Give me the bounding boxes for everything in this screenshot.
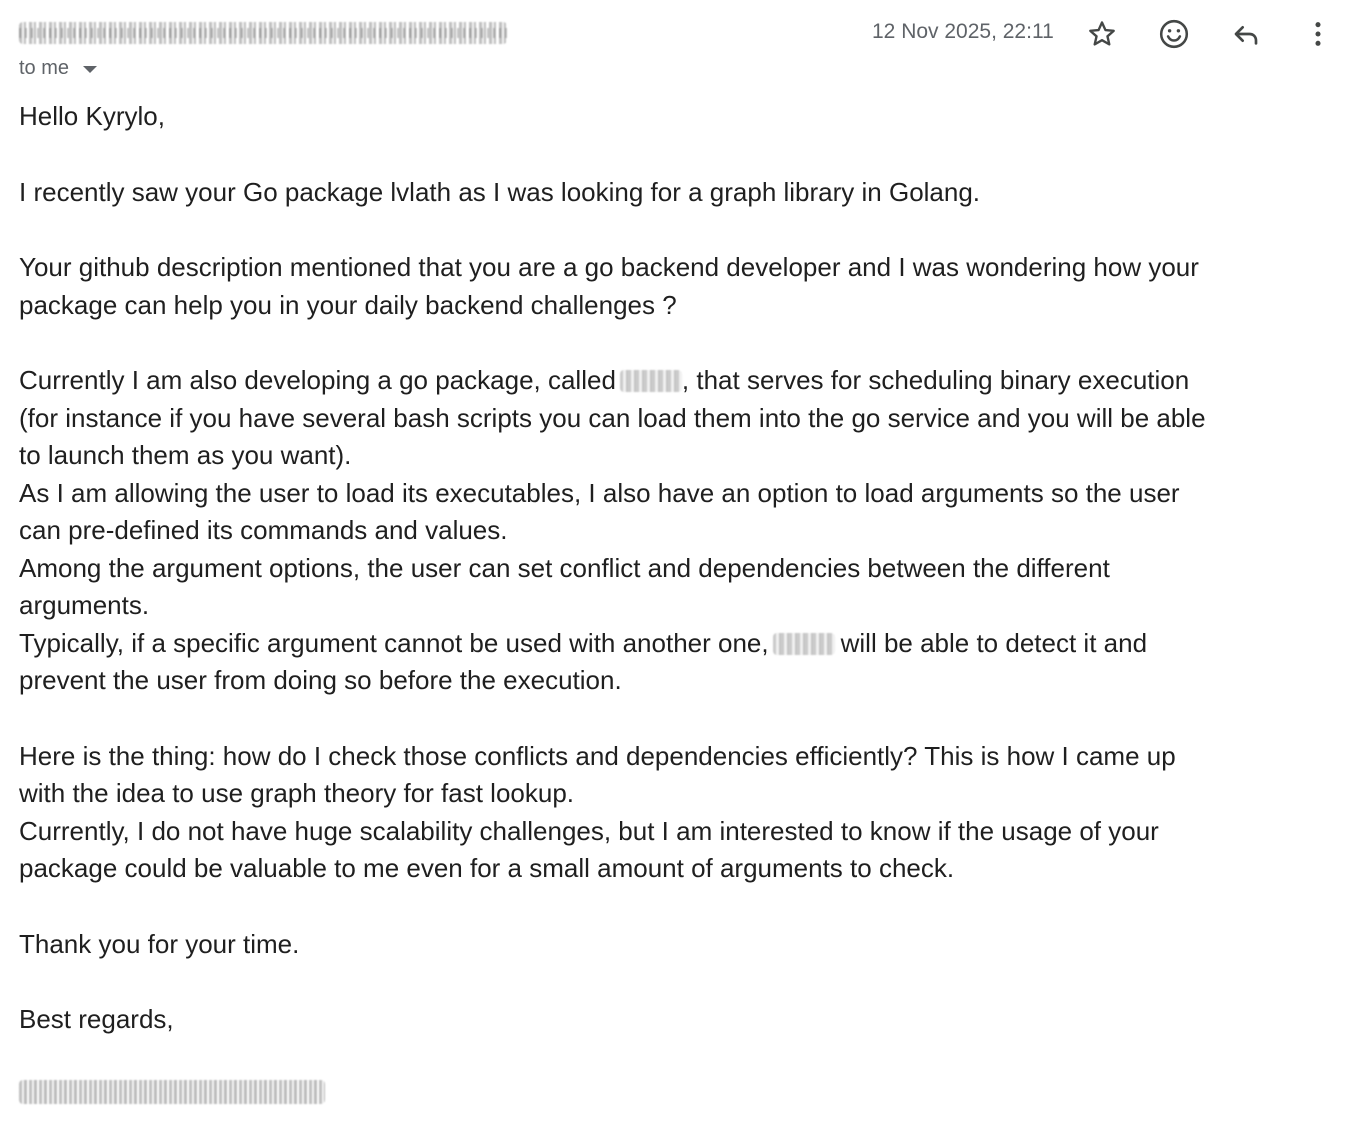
- closing-line: Best regards,: [19, 1004, 174, 1034]
- email-body: [19, 98, 1339, 1039]
- text-segment: will be able to detect it and: [840, 627, 1148, 658]
- paragraph-package-line-7: arguments.: [19, 590, 150, 620]
- paragraph-graph-line-3: Currently, I do not have huge scalability challenges, but I am interested to know if the usage of your: [19, 815, 1159, 846]
- add-reaction-button[interactable]: [1152, 12, 1196, 56]
- emoji-icon: [1158, 18, 1190, 50]
- paragraph-package-line-6: Among the argument options, the user can set conflict and dependencies between the different: [19, 552, 1110, 583]
- more-vert-icon: [1302, 18, 1334, 50]
- greeting: Hello Kyrylo,: [19, 101, 165, 131]
- star-button[interactable]: [1080, 12, 1124, 56]
- recipient-toggle[interactable]: [19, 57, 97, 80]
- signature-redacted: [19, 1080, 325, 1104]
- chevron-down-icon[interactable]: [83, 66, 97, 73]
- paragraph-package-line-3: to launch them as you want).: [19, 440, 352, 470]
- paragraph-package-line-2: (for instance if you have several bash scripts you can load them into the go service and you will be able: [19, 402, 1206, 433]
- reply-button[interactable]: [1224, 12, 1268, 56]
- redacted-package-name: [773, 633, 835, 655]
- sender-redacted[interactable]: [19, 22, 507, 44]
- thanks-line: Thank you for your time.: [19, 928, 300, 959]
- email-date: 12 Nov 2025, 22:11: [872, 20, 1054, 43]
- paragraph-question-line-2: package can help you in your daily backend challenges ?: [19, 289, 677, 320]
- paragraph-package-line-1: [19, 362, 1339, 400]
- paragraph-graph-line-1: Here is the thing: how do I check those conflicts and dependencies efficiently? This is how I came up: [19, 740, 1176, 771]
- paragraph-intro: I recently saw your Go package lvlath as I was looking for a graph library in Golang.: [19, 176, 981, 207]
- redacted-package-name: [620, 370, 682, 392]
- text-segment: Typically, if a specific argument cannot be used with another one,: [19, 627, 769, 658]
- recipient-label: to me: [19, 57, 70, 79]
- paragraph-package-line-9: prevent the user from doing so before the execution.: [19, 665, 622, 695]
- reply-icon: [1230, 18, 1262, 50]
- paragraph-graph-line-4: package could be valuable to me even for a small amount of arguments to check.: [19, 853, 955, 883]
- paragraph-package-line-4: As I am allowing the user to load its executables, I also have an option to load arguments so the user: [19, 477, 1180, 508]
- more-options-button[interactable]: [1296, 12, 1340, 56]
- paragraph-question-line-1: Your github description mentioned that you are a go backend developer and I was wondering how your: [19, 252, 1199, 282]
- paragraph-package-line-5: can pre-defined its commands and values.: [19, 515, 508, 545]
- email-header: [0, 0, 1352, 90]
- paragraph-package-line-8: [19, 625, 1339, 663]
- star-icon: [1087, 19, 1117, 49]
- text-segment: , that serves for scheduling binary execution: [681, 365, 1190, 395]
- paragraph-graph-line-2: with the idea to use graph theory for fast lookup.: [19, 778, 575, 808]
- text-segment: Currently I am also developing a go package, called: [19, 365, 616, 395]
